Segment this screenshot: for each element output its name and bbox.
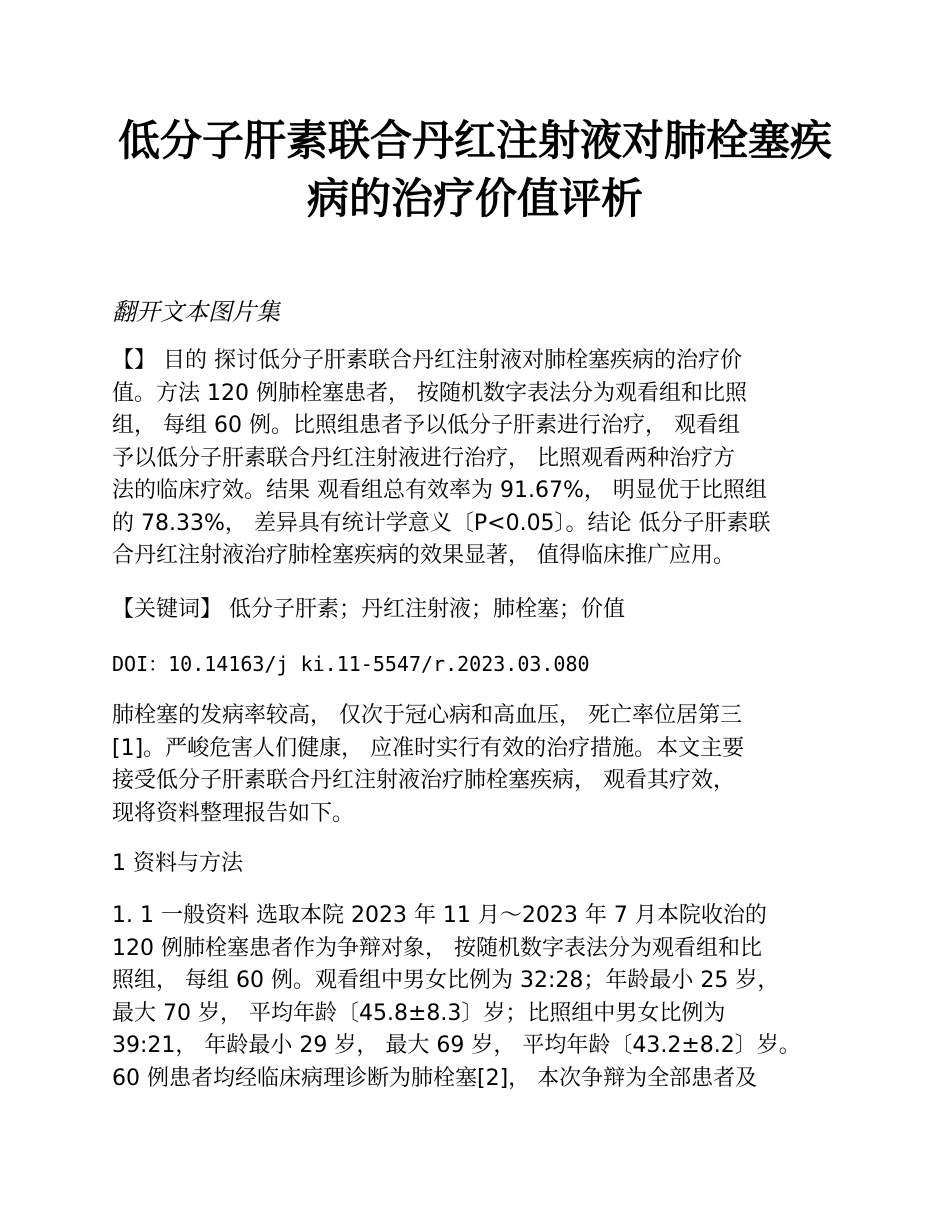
section-line: 39:21， 年龄最小 29 岁， 最大 69 岁， 平均年龄〔43.2±8.2〕岁。 bbox=[112, 1033, 801, 1058]
abstract-line: 组， 每组 60 例。比照组患者予以低分子肝素进行治疗， 观看组 bbox=[112, 413, 740, 438]
intro-line: 肺栓塞的发病率较高， 仅次于冠心病和高血压， 死亡率位居第三 bbox=[112, 703, 742, 728]
abstract-paragraph bbox=[112, 345, 847, 573]
section-heading-text: 1 资料与方法 bbox=[112, 851, 243, 876]
keywords-line: 【关键词】 低分子肝素；丹红注射液；肺栓塞；价值 bbox=[112, 597, 625, 622]
abstract-line: 合丹红注射液治疗肺栓塞疾病的效果显著， 值得临床推广应用。 bbox=[112, 543, 735, 568]
intro-line: 现将资料整理报告如下。 bbox=[112, 800, 355, 826]
page-title bbox=[60, 112, 890, 228]
doi-paragraph bbox=[112, 648, 847, 681]
title-line: 低分子肝素联合丹红注射液对肺栓塞疾 bbox=[117, 116, 832, 165]
abstract-line: 值。方法 120 例肺栓塞患者， 按随机数字表法分为观看组和比照 bbox=[112, 380, 747, 406]
abstract-line: 予以低分子肝素联合丹红注射液进行治疗， 比照观看两种治疗方 bbox=[112, 445, 735, 471]
section-line: 照组， 每组 60 例。观看组中男女比例为 32:28；年龄最小 25 岁， bbox=[112, 968, 780, 993]
section-line: 1. 1 一般资料 选取本院 2023 年 11 月～2023 年 7 月本院收治的 bbox=[112, 903, 767, 928]
section-line: 最大 70 岁， 平均年龄〔45.8±8.3〕岁；比照组中男女比例为 bbox=[112, 1000, 726, 1026]
keywords-paragraph bbox=[112, 594, 847, 627]
section-heading bbox=[112, 848, 847, 881]
image-gallery-link[interactable]: 翻开文本图片集 bbox=[112, 298, 280, 326]
doi-line: DOI：10.14163/j ki.11-5547/r.2023.03.080 bbox=[112, 652, 590, 676]
title-line: 病的治疗价值评析 bbox=[306, 174, 643, 223]
section-line: 120 例肺栓塞患者作为争辩对象， 按随机数字表法分为观看组和比 bbox=[112, 935, 762, 961]
section-paragraph bbox=[112, 900, 847, 1095]
abstract-line: 的 78.33%， 差异具有统计学意义〔P<0.05〕。结论 低分子肝素联 bbox=[112, 510, 771, 536]
intro-line: [1]。严峻危害人们健康， 应准时实行有效的治疗措施。本文主要 bbox=[112, 735, 745, 761]
abstract-line: 法的临床疗效。结果 观看组总有效率为 91.67%， 明显优于比照组 bbox=[112, 478, 767, 503]
intro-line: 接受低分子肝素联合丹红注射液治疗肺栓塞疾病， 观看其疗效， bbox=[112, 768, 735, 793]
abstract-line: 【】 目的 探讨低分子肝素联合丹红注射液对肺栓塞疾病的治疗价 bbox=[112, 348, 742, 373]
intro-paragraph bbox=[112, 700, 847, 830]
section-line: 60 例患者均经临床病理诊断为肺栓塞[2]， 本次争辩为全部患者及 bbox=[112, 1065, 758, 1091]
